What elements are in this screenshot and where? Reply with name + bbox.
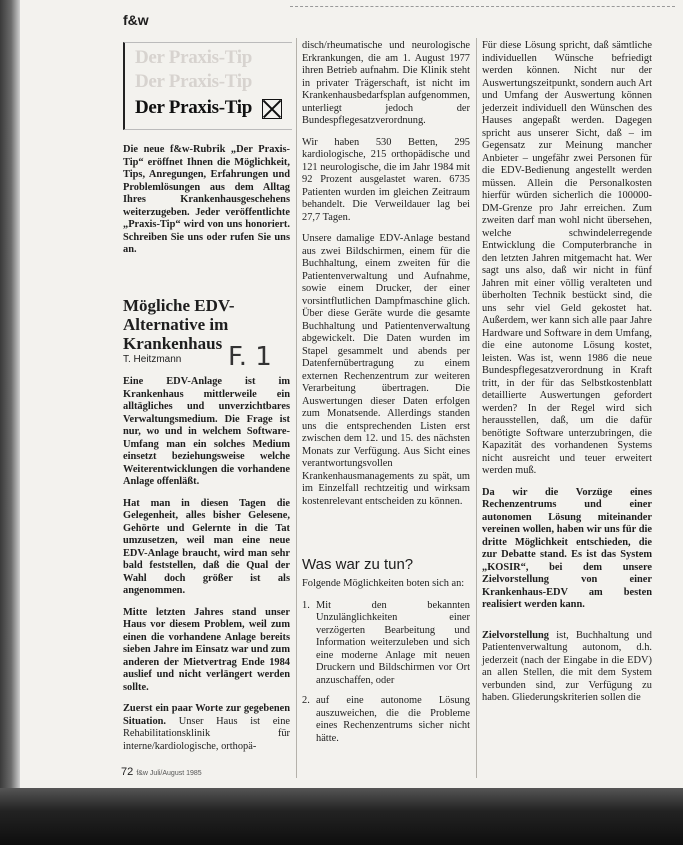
paragraph: Hat man in diesen Tagen die Gelegenheit, alles bisher Gelesene, Gehörte und Gelernte in die Tat umzusetzen, weil man eine neue EDV-Anlage braucht, wird man sehr bald feststellen, daß die Qual der Wahl doch größer ist als angenommen.	[123, 497, 290, 596]
scan-edge-bottom	[0, 788, 683, 845]
tip-title: Der Praxis-Tip	[135, 97, 253, 118]
header-rule	[290, 6, 675, 7]
paragraph: disch/rheumatische und neurologische Erkrankungen, die am 1. August 1977 ihren Betrieb aufnahm. Die Klinik steht in privater Trägerschaft, ist nicht im Krankenhausbedarfsplan aufgenommen, unterliegt jedoch der Bundespflegesatzverordnung.	[302, 40, 470, 126]
crossed-box-icon	[262, 99, 282, 119]
list-number: 1.	[302, 599, 310, 611]
paragraph: Wir haben 530 Betten, 295 kardiologische, 215 orthopädische und 121 neurologische, die im Jahr 1984 mit 92 Prozent ausgelastet waren. 6735 Patienten wurden im gleichen Zeitraum behandelt. Die Verweildauer lag bei 27,7 Tagen.	[302, 136, 470, 223]
handwritten-mark: F. 1	[228, 342, 272, 372]
paragraph-rest: ist, Buchhaltung und Patientenverwaltung autonom, d.h. jederzeit (nach der Eingabe in die EDV) an allen Stellen, die mit dem System verbunden sind, zur Verfügung zu haben. Gliederungskriterien sollen die	[482, 629, 652, 703]
column-1-body	[123, 376, 290, 762]
paragraph	[123, 703, 290, 753]
scan-edge-left	[0, 0, 20, 845]
list-number: 2.	[302, 695, 310, 706]
paragraph: Mitte letzten Jahres stand unser Haus vor diesem Problem, weil zum einen die vorhandene Anlage bereits sieben Jahre im Einsatz war und zum anderen der Mietvertrag Ende 1984 auslief und nicht verlängert werden sollte.	[123, 606, 290, 693]
paragraph: Unsere damalige EDV-Anlage bestand aus zwei Bildschirmen, einem für die Buchhaltung, einem zweiten für die Patientenverwaltung und Aufnahme, sowie einem Drucker, der einer vorsintflutlichen Dampfmaschine glich. Über diese Geräte wurde die gesamte Buchhaltung und Patientenverwaltung abgewickelt. Die Daten wurden im Stapel gesammelt und abends per Datenfernübertragung zu einem externen Rechenzentrum zur weiteren Verarbeitung übertragen. Die Auswertungen dieser Daten erfolgen zum Monatsende. Allerdings standen uns die entsprechenden Listen erst zwischen dem 12. und 15. des nächsten Monats zur Verfügung. Aus Sicht eines verantwortungsvollen Krankenhausmanagements zu spät, um im Einzelfall rechtzeitig und wirksam kostenrelevant entscheiden zu können.	[302, 233, 470, 507]
paragraph-rest: Unser Haus ist eine Rehabilitationsklinik für interne/kardiologische, orthopä-	[123, 715, 290, 752]
paragraph: Für diese Lösung spricht, daß sämtliche individuellen Wünsche befriedigt werden können. Nicht nur der Auswertungszeitpunkt, sondern auch Art und Umfang der Auswertung können jederzeit individuell den Wünschen des Hauses angepaßt werden. Dagegen spricht aus unserer Sicht, daß – im Gegensatz zur Meinung mancher Anbieter – ungefähr zwei Personen für die EDV-Bedienung angestellt werden müssen. Allein die Personalkosten hierfür würden sicherlich die 100000-DM-Grenze pro Jahr erreichen. Zum zweiten darf man wohl nicht übersehen, welche schwindelerregende Entwicklung die Computerbranche in den letzten Jahren mitgemacht hat. Wer sagt uns also, daß wir nicht in fünf Jahren mit einer völlig veralteten und überholten Technik bestückt sind, die uns sehr viel Geld gekostet hat. Außerdem, wer kann sich alle paar Jahre Hardware und Software in dem Umfang, die eine autonome Lösung kostet, leisten. Was ist, wenn 1986 die neue Bundespflegesatzverordnung in Kraft tritt, in der für das Selbstkostenblatt detaillierte Auswertungen gefordert werden? In der Regel wird sich herausstellen, daß, um die dafür benötigte Software unterzubringen, die Kapazität des vorhandenen Systems nicht ausreicht und teuer erweitert werden muß.	[482, 40, 652, 476]
paragraph: Folgende Möglichkeiten boten sich an:	[302, 578, 465, 589]
praxis-tip-box	[123, 42, 292, 130]
paragraph: Da wir die Vorzüge eines Rechenzentrums und einer autonomen Lösung miteinander vereinen wollen, haben wir uns für die dritte Möglichkeit entschieden, die zur Debatte stand. Es ist das System „KOSIR“, bei dem unsere Zielvorstellung von einer Krankenhaus-EDV am besten realisiert werden kann.	[482, 486, 652, 610]
article-author: T. Heitzmann	[123, 354, 182, 365]
intro-paragraph: Die neue f&w-Rubrik „Der Praxis-Tip“ eröffnet Ihnen die Möglichkeit, Tips, Anregungen, Erfahrungen und Problemlösungen aus dem Alltag Ihres Krankenhausgeschehens weiterzugeben. Jeder veröffentlichte „Praxis-Tip“ wird von uns honoriert. Schreiben Sie uns oder rufen Sie uns an.	[123, 144, 290, 255]
column-3-body	[482, 40, 652, 714]
column-divider-2	[476, 38, 477, 778]
article-headline: Mögliche EDV-Alternative im Krankenhaus	[123, 296, 235, 353]
footer-issue: f&w Juli/August 1985	[136, 770, 202, 777]
paragraph-lead: Zuerst ein paar Worte zur gegebenen Situation.	[123, 703, 290, 727]
paragraph	[482, 630, 652, 705]
column-2-body	[302, 40, 470, 517]
column-divider-1	[296, 38, 297, 778]
tip-ghost-title-1: Der Praxis-Tip	[135, 47, 253, 68]
magazine-logo: f&w	[123, 12, 149, 28]
tip-ghost-title-2: Der Praxis-Tip	[135, 71, 253, 92]
section-title: Was war zu tun?	[302, 556, 414, 573]
paragraph-lead: Zielvorstellung	[482, 629, 549, 641]
list-item	[302, 695, 470, 745]
column-2-list	[302, 578, 470, 745]
list-text: Mit den bekannten Unzulänglichkeiten einer verzögerten Bearbeitung und Information weiterzuleben und sich eine moderne Anlage mit neuen Druckern und Bildschirmen vor Ort anzuschaffen, oder	[316, 599, 470, 686]
page-footer	[121, 766, 202, 778]
list-item	[302, 600, 470, 688]
list-text: auf eine autonome Lösung auszuweichen, die die Probleme eines Rechenzentrums sicher nicht hätte.	[316, 695, 470, 744]
page-number: 72	[121, 766, 134, 778]
paragraph: Eine EDV-Anlage ist im Krankenhaus mittlerweile ein alltägliches und unverzichtbares Verwaltungsmedium. Die Frage ist nur, wo und in welchem Software-Umfang man ein solches Medium einsetzt beziehungsweise welche Weiterentwicklungen die vorhandene Anlage offenläßt.	[123, 376, 290, 487]
